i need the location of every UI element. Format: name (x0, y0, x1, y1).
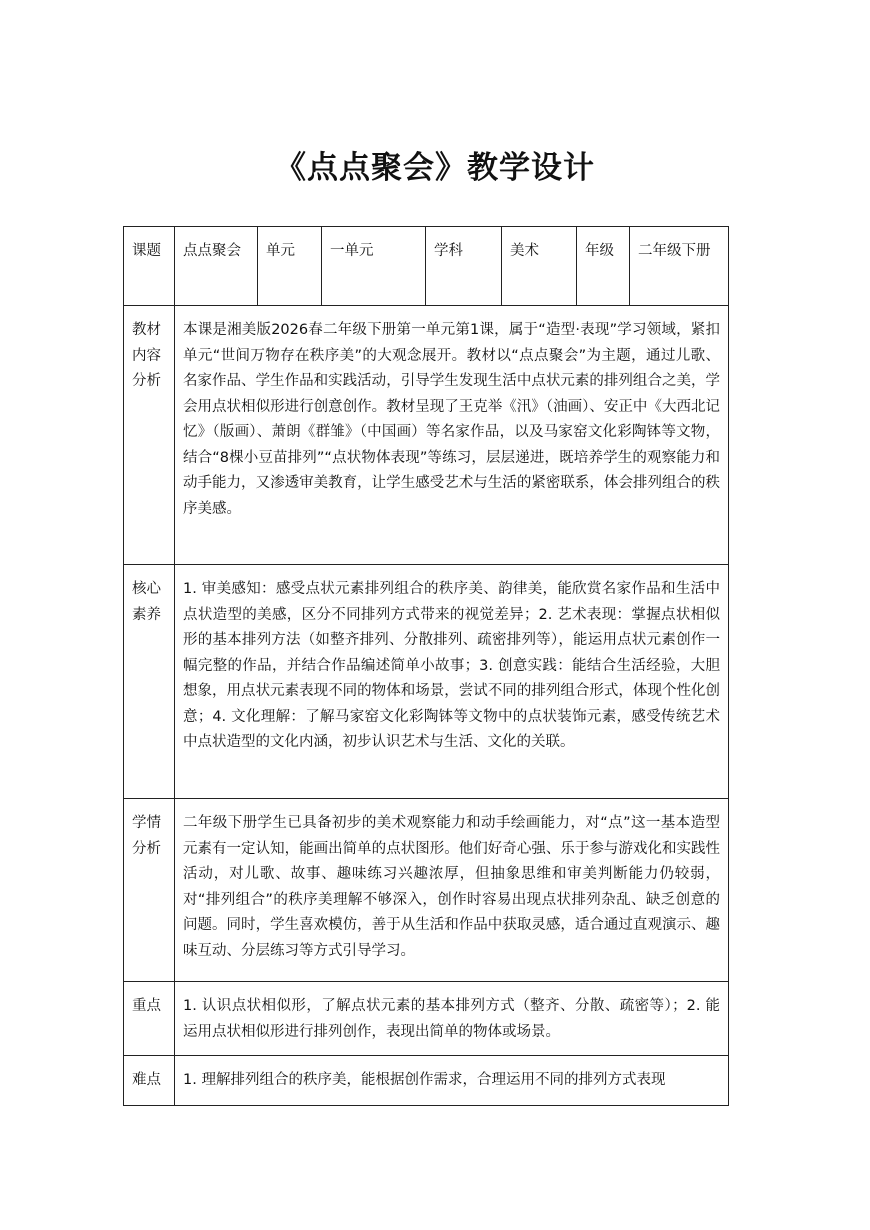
table-row (124, 565, 729, 799)
table-row (124, 306, 729, 565)
row-content: 1. 认识点状相似形，了解点状元素的基本排列方式（整齐、分散、疏密等）；2. 能运用点状相似形进行排列创作，表现出简单的物体或场景。 (175, 982, 729, 1056)
grade-value: 二年级下册 (630, 227, 729, 306)
row-label: 教材内容分析 (124, 306, 175, 565)
row-content: 1. 审美感知：感受点状元素排列组合的秩序美、韵律美，能欣赏名家作品和生活中点状造型的美感，区分不同排列方式带来的视觉差异；2. 艺术表现：掌握点状相似形的基本排列方法（如整齐排列、分散排列、疏密排列等），能运用点状元素创作一幅完整的作品，并结合作品编述简单小故事；3. 创意实践：能结合生活经验，大胆想象，用点状元素表现不同的物体和场景，尝试不同的排列组合形式，体现个性化创意；4. 文化理解：了解马家窑文化彩陶钵等文物中的点状装饰元素，感受传统艺术中点状造型的文化内涵，初步认识艺术与生活、文化的关联。 (175, 565, 729, 799)
document-title: 《点点聚会》教学设计 (275, 150, 595, 186)
row-content: 本课是湘美版2026春二年级下册第一单元第1课，属于“造型·表现”学习领域，紧扣单元“世间万物存在秩序美”的大观念展开。教材以“点点聚会”为主题，通过儿歌、名家作品、学生作品和实践活动，引导学生发现生活中点状元素的排列组合之美，学会用点状相似形进行创意创作。教材呈现了王克举《汛》（油画）、安正中《大西北记忆》（版画）、萧朗《群雏》（中国画）等名家作品，以及马家窑文化彩陶钵等文物，结合“8棵小豆苗排列”“点状物体表现”等练习，层层递进，既培养学生的观察能力和动手能力，又渗透审美教育，让学生感受艺术与生活的紧密联系，体会排列组合的秩序美感。 (175, 306, 729, 565)
topic-label: 课题 (124, 227, 175, 306)
unit-value: 一单元 (322, 227, 426, 306)
table-header-row (124, 227, 729, 306)
table-row (124, 799, 729, 982)
row-label: 难点 (124, 1056, 175, 1106)
row-label: 核心素养 (124, 565, 175, 799)
row-content: 1. 理解排列组合的秩序美，能根据创作需求，合理运用不同的排列方式表现 (175, 1056, 729, 1106)
table-row (124, 1056, 729, 1106)
row-label: 重点 (124, 982, 175, 1056)
table-row (124, 982, 729, 1056)
grade-label: 年级 (577, 227, 630, 306)
row-label: 学情分析 (124, 799, 175, 982)
subject-label: 学科 (426, 227, 502, 306)
subject-value: 美术 (502, 227, 577, 306)
row-content: 二年级下册学生已具备初步的美术观察能力和动手绘画能力，对“点”这一基本造型元素有一定认知，能画出简单的点状图形。他们好奇心强、乐于参与游戏化和实践性活动，对儿歌、故事、趣味练习兴趣浓厚，但抽象思维和审美判断能力仍较弱，对“排列组合”的秩序美理解不够深入，创作时容易出现点状排列杂乱、缺乏创意的问题。同时，学生喜欢模仿，善于从生活和作品中获取灵感，适合通过直观演示、趣味互动、分层练习等方式引导学习。 (175, 799, 729, 982)
topic-value: 点点聚会 (175, 227, 258, 306)
lesson-plan-table (123, 226, 729, 1106)
unit-label: 单元 (258, 227, 322, 306)
